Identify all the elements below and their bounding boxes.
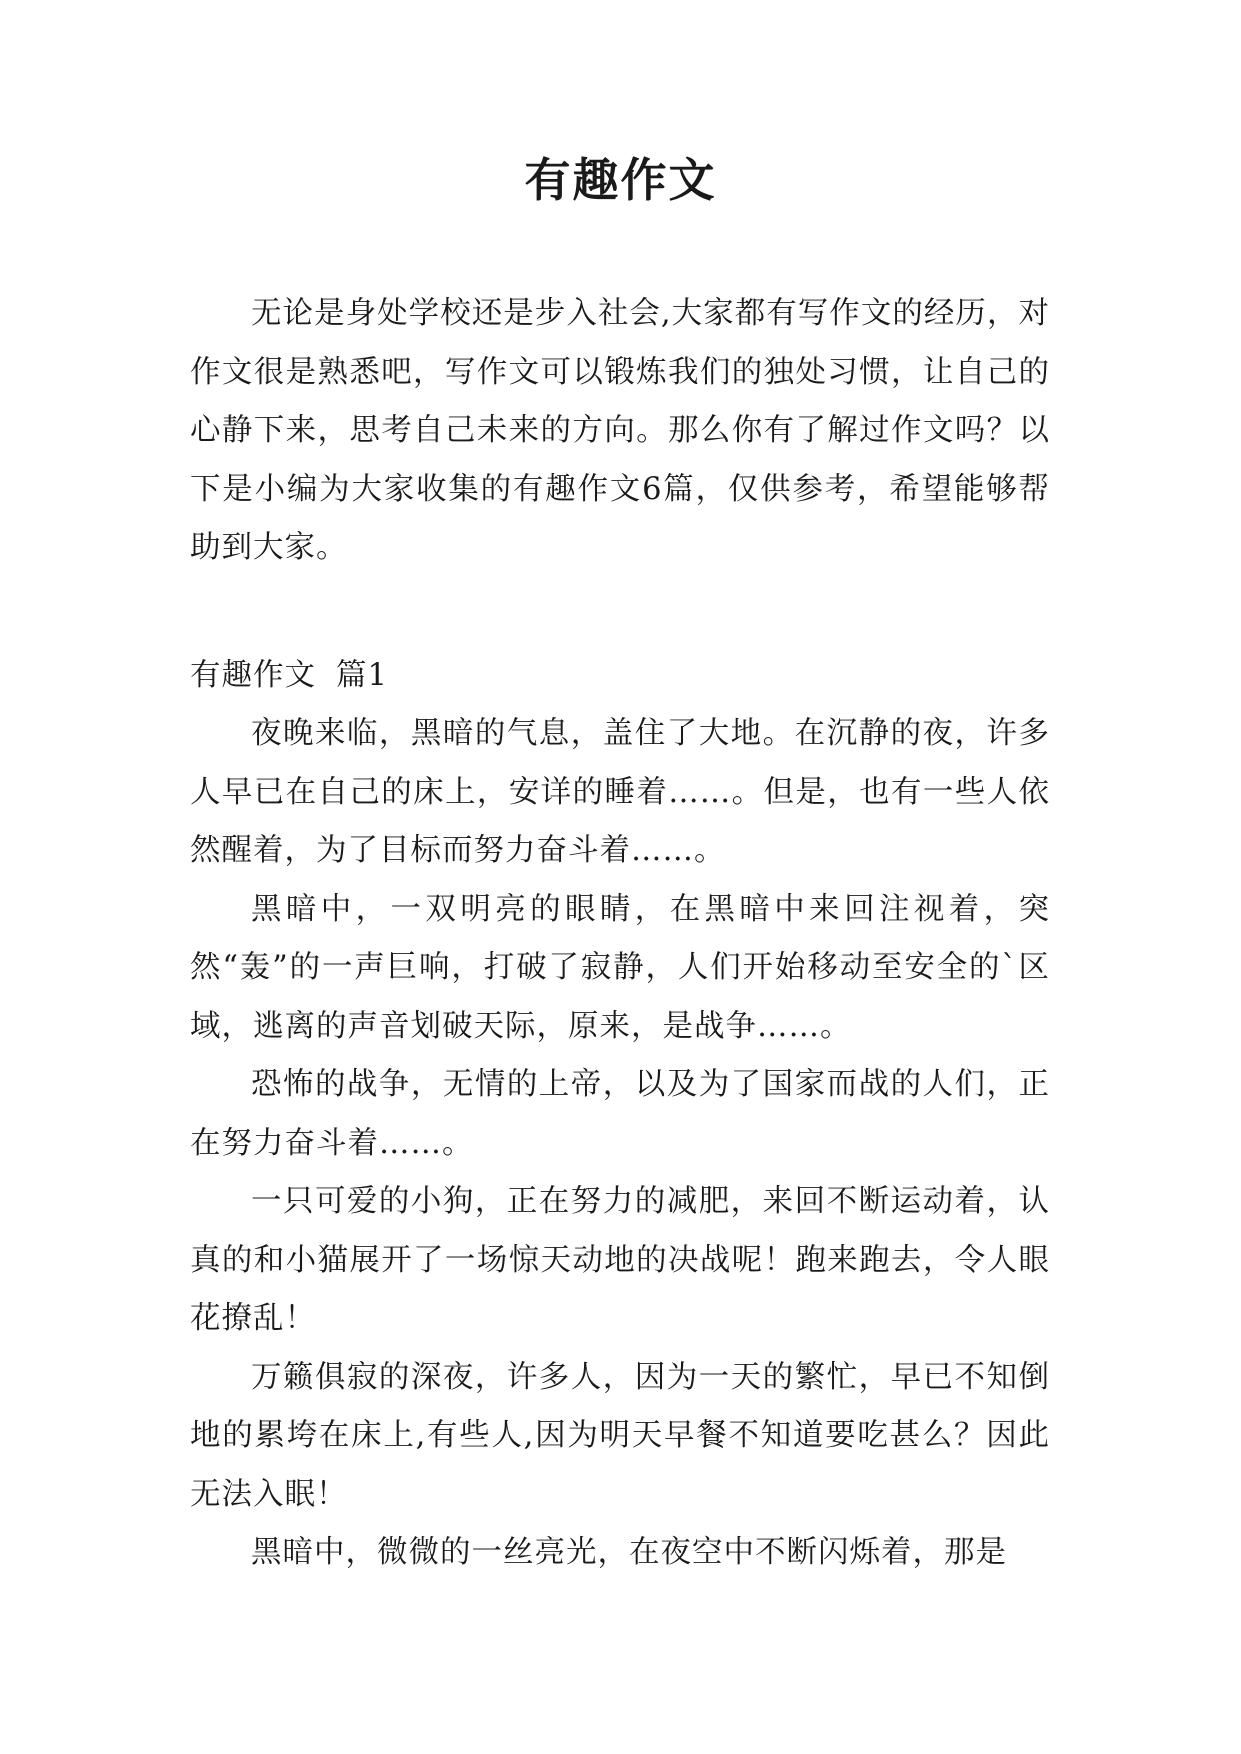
- intro-paragraph: 无论是身处学校还是步入社会,大家都有写作文的经历，对作文很是熟悉吧，写作文可以锻炼我们的独处习惯，让自己的心静下来，思考自己未来的方向。那么你有了解过作文吗？以下是小编为大家收集的有趣作文6篇，仅供参考，希望能够帮助到大家。: [190, 296, 1050, 565]
- body-paragraph: 黑暗中，一双明亮的眼睛，在黑暗中来回注视着，突然“轰”的一声巨响，打破了寂静，人们开始移动至安全的`区域，逃离的声音划破天际，原来，是战争……。: [190, 891, 1050, 1044]
- body-paragraph: 黑暗中，微微的一丝亮光，在夜空中不断闪烁着，那是: [251, 1535, 1007, 1570]
- body-paragraph: 恐怖的战争，无情的上帝，以及为了国家而战的人们，正在努力奋斗着……。: [190, 1067, 1050, 1161]
- document-title: 有趣作文: [524, 153, 717, 207]
- body-paragraph: 一只可爱的小狗，正在努力的减肥，来回不断运动着，认真的和小猫展开了一场惊天动地的决战呢！跑来跑去，令人眼花撩乱！: [190, 1184, 1050, 1336]
- body-paragraph: 万籁俱寂的深夜，许多人，因为一天的繁忙，早已不知倒地的累垮在床上,有些人,因为明天早餐不知道要吃甚么？因此无法入眠！: [190, 1359, 1050, 1512]
- document-body: [190, 285, 1050, 1583]
- body-paragraph: 夜晚来临，黑暗的气息，盖住了大地。在沉静的夜，许多人早已在自己的床上，安详的睡着……。但是，也有一些人依然醒着，为了目标而努力奋斗着……。: [190, 716, 1050, 868]
- section-heading-number: 篇1: [336, 657, 388, 693]
- section-heading-title: 有趣作文: [190, 657, 316, 693]
- section-heading: [190, 647, 1050, 706]
